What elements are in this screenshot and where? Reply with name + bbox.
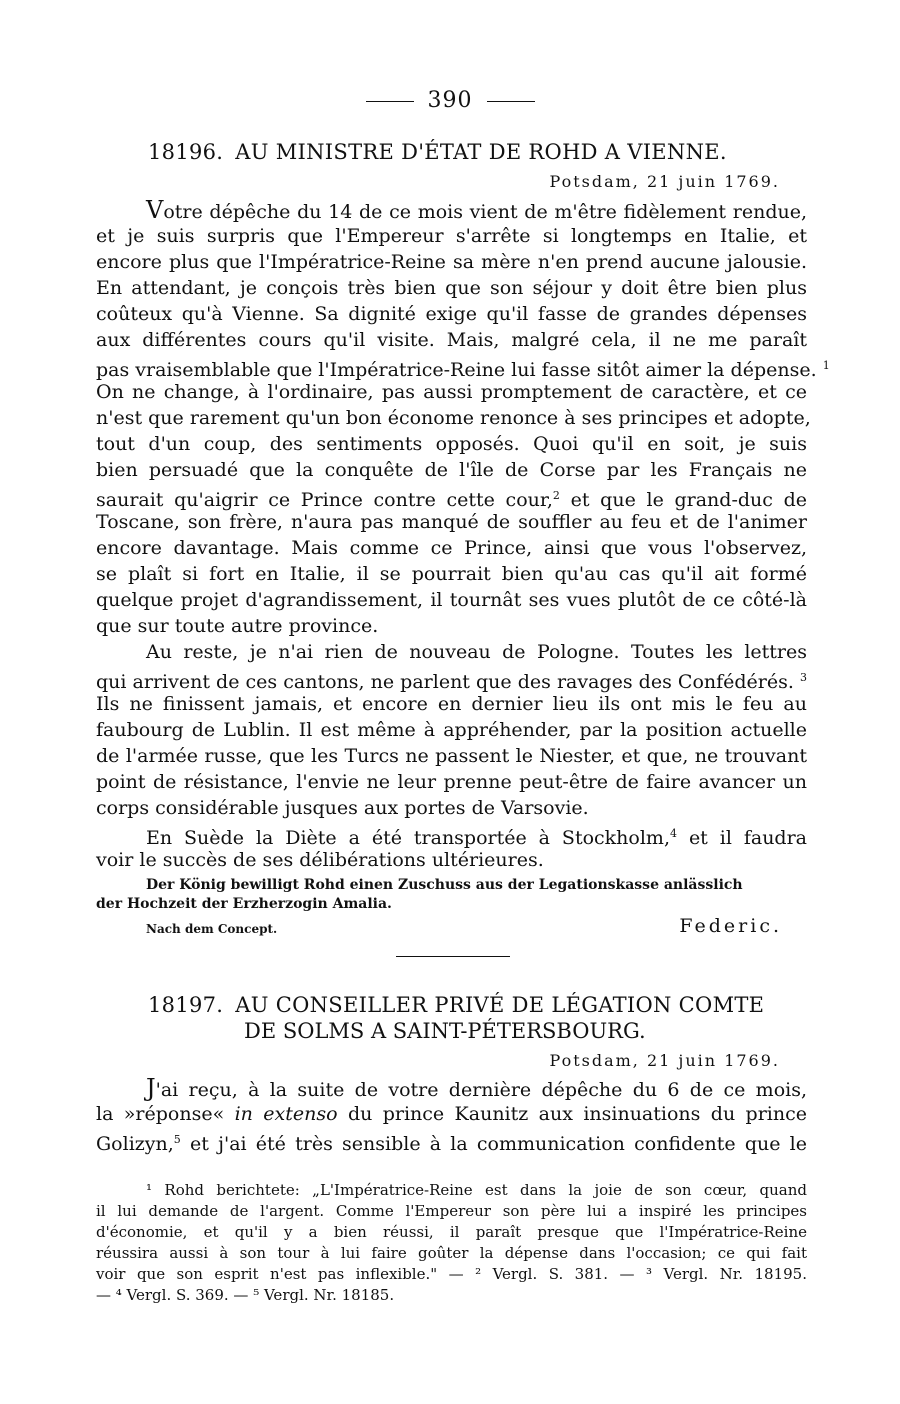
body-line: On ne change, à l'ordinaire, pas aussi promptement de caractère, et ce: [96, 381, 807, 403]
footnote-line: réussira aussi à son tour à lui faire goûter la dépense dans l'occasion; ce qui fait: [96, 1244, 807, 1262]
body-line: encore davantage. Mais comme ce Prince, ainsi que vous l'observez,: [96, 537, 807, 559]
body-line: Au reste, je n'ai rien de nouveau de Pologne. Toutes les lettres: [146, 641, 807, 663]
body-line: que sur toute autre province.: [96, 615, 379, 637]
body-line: se plaît si fort en Italie, il se pourrait bien qu'au cas qu'il ait formé: [96, 563, 807, 585]
footnote-line: voir que son esprit n'est pas inflexible." — ² Vergl. S. 381. — ³ Vergl. Nr. 18195.: [96, 1265, 807, 1283]
body-line: corps considérable jusques aux portes de Varsovie.: [96, 797, 589, 819]
letter-heading-18197: [148, 993, 764, 1017]
italic-phrase: in extenso: [234, 1103, 338, 1125]
body-line: aux différentes cours qu'il visite. Mais, malgré cela, il ne me paraît: [96, 329, 807, 351]
footnote-mark: 1: [822, 359, 830, 372]
drop-cap: V: [146, 196, 164, 224]
body-line: saurait qu'aigrir ce Prince contre cette cour,$^2$ et que le grand-duc de: [96, 489, 808, 511]
footnote-line: — ⁴ Vergl. S. 369. — ⁵ Vergl. Nr. 18185.: [96, 1286, 395, 1304]
body-line: tout d'un coup, des sentiments opposés. Quoi qu'il en soit, je suis: [96, 433, 807, 455]
letter-title: AU CONSEILLER PRIVÉ DE LÉGATION COMTE: [235, 993, 765, 1017]
body-line: point de résistance, l'envie ne leur prenne peut-être de faire avancer un: [96, 771, 807, 793]
drop-cap: J: [146, 1074, 156, 1102]
letter-title: AU MINISTRE D'ÉTAT DE ROHD A VIENNE.: [235, 140, 727, 164]
footnote-mark: 3: [800, 671, 807, 684]
page-number-rule-right: [487, 101, 535, 102]
letter-heading-18196: [148, 140, 727, 164]
footnote-mark: 4: [670, 827, 677, 840]
editorial-note: Der König bewilligt Rohd einen Zuschuss aus der Legationskasse anlässlich: [146, 877, 743, 893]
page-number: [0, 88, 900, 113]
letter-title-line2: DE SOLMS A SAINT-PÉTERSBOURG.: [244, 1019, 646, 1043]
body-line: J'ai reçu, à la suite de votre dernière dépêche du 6 de ce mois,: [146, 1074, 807, 1102]
letter-dateline: Potsdam, 21 juin 1769.: [549, 172, 780, 191]
body-line: pas vraisemblable que l'Impératrice-Reine lui fasse sitôt aimer la dépense. $^1$: [96, 359, 830, 381]
body-line: Ils ne finissent jamais, et encore en dernier lieu ils ont mis le feu au: [96, 693, 807, 715]
editorial-note: der Hochzeit der Erzherzogin Amalia.: [96, 896, 392, 912]
footnote-line: d'économie, et qu'il y a bien réussi, il paraît presque que l'Impératrice-Reine: [96, 1223, 807, 1241]
body-line: faubourg de Lublin. Il est même à appréhender, par la position actuelle: [96, 719, 807, 741]
letter-number: 18196.: [148, 140, 224, 164]
body-line: quelque projet d'agrandissement, il tournât ses vues plutôt de ce côté-là: [96, 589, 807, 611]
body-line: En Suède la Diète a été transportée à Stockholm,$^4$ et il faudra: [146, 827, 808, 849]
letter-dateline: Potsdam, 21 juin 1769.: [549, 1051, 780, 1070]
page-number-text: 390: [427, 88, 473, 113]
footnote-line: ¹ Rohd berichtete: „L'Impératrice-Reine est dans la joie de son cœur, quand: [146, 1181, 807, 1199]
body-line: Golizyn,$^5$ et j'ai été très sensible à la communication confidente que le: [96, 1133, 807, 1155]
body-line: de l'armée russe, que les Turcs ne passent le Niester, et que, ne trouvant: [96, 745, 807, 767]
footnote-mark: 5: [173, 1133, 181, 1146]
section-separator: [396, 956, 510, 957]
footnote-mark: 2: [552, 489, 560, 502]
body-line: coûteux qu'à Vienne. Sa dignité exige qu'il fasse de grandes dépenses: [96, 303, 807, 325]
body-line: Toscane, son frère, n'aura pas manqué de souffler au feu et de l'animer: [96, 511, 807, 533]
body-line: qui arrivent de ces cantons, ne parlent que des ravages des Confédérés. $^3$: [96, 671, 807, 693]
body-line: voir le succès de ses délibérations ultérieures.: [96, 849, 544, 871]
body-line: et je suis surpris que l'Empereur s'arrête si longtemps en Italie, et: [96, 225, 807, 247]
signature: Federic.: [679, 915, 782, 937]
body-line: En attendant, je conçois très bien que son séjour y doit être bien plus: [96, 277, 807, 299]
body-line: n'est que rarement qu'un bon économe renonce à ses principes et adopte,: [96, 407, 811, 429]
body-line: la »réponse« in extenso du prince Kaunitz aux insinuations du prince: [96, 1103, 807, 1125]
letter-number: 18197.: [148, 993, 224, 1017]
body-line: bien persuadé que la conquête de l'île de Corse par les Français ne: [96, 459, 807, 481]
page-number-rule-left: [366, 101, 414, 102]
footnote-line: il lui demande de l'argent. Comme l'Empereur son père lui a inspiré les principes: [96, 1202, 807, 1220]
body-line: encore plus que l'Impératrice-Reine sa mère n'en prend aucune jalousie.: [96, 251, 807, 273]
body-line: Votre dépêche du 14 de ce mois vient de m'être fidèlement rendue,: [146, 196, 807, 224]
source-note: Nach dem Concept.: [146, 922, 278, 936]
